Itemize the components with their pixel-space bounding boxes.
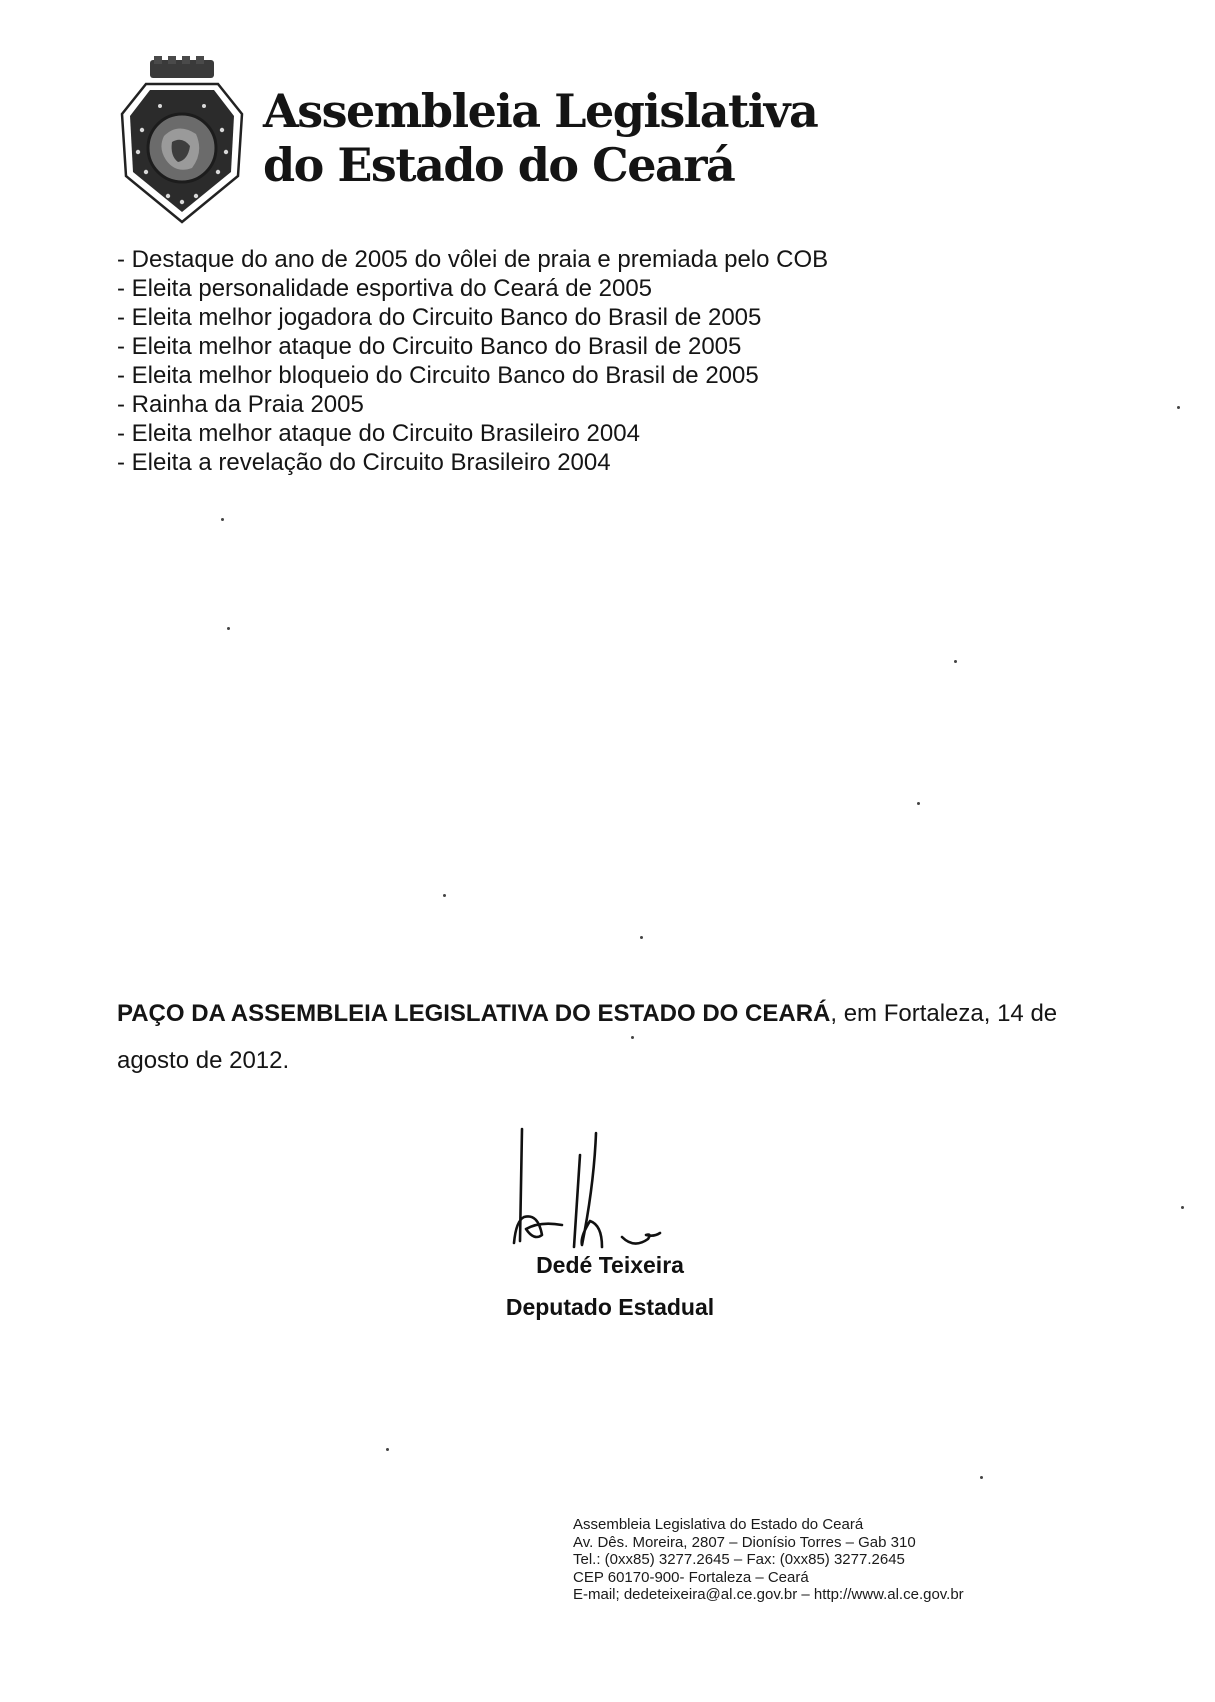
footer-line: Av. Dês. Moreira, 2807 – Dionísio Torres – Gab 310	[573, 1533, 916, 1551]
footer-contact: E-mail; dedeteixeira@al.ce.gov.br – http://www.al.ce.gov.br	[573, 1586, 964, 1603]
list-item: - Rainha da Praia 2005	[117, 391, 364, 418]
scan-speck	[386, 1448, 389, 1451]
institution-name-line1: Assembleia Legislativa	[263, 84, 818, 138]
footer-address	[573, 1516, 964, 1604]
signer-name: Dedé Teixeira	[536, 1252, 684, 1278]
list-item: - Eleita melhor jogadora do Circuito Banco do Brasil de 2005	[117, 304, 762, 331]
institution-name	[263, 84, 817, 192]
scan-speck	[980, 1476, 983, 1479]
achievements-list	[117, 245, 828, 477]
signer-title: Deputado Estadual	[505, 1294, 715, 1320]
institution-name-line2: do Estado do Ceará	[263, 138, 735, 192]
scan-speck	[1177, 406, 1180, 409]
handwritten-signature-icon	[510, 1125, 690, 1250]
list-item: - Eleita personalidade esportiva do Ceará de 2005	[117, 275, 653, 302]
scan-speck	[221, 518, 224, 521]
scan-speck	[1181, 1206, 1184, 1209]
list-item: - Eleita a revelação do Circuito Brasileiro 2004	[117, 449, 611, 476]
scan-speck	[443, 894, 446, 897]
footer-line: Tel.: (0xx85) 3277.2645 – Fax: (0xx85) 3277.2645	[573, 1551, 905, 1568]
list-item: - Eleita melhor bloqueio do Circuito Banco do Brasil de 2005	[117, 362, 759, 389]
list-item: - Eleita melhor ataque do Circuito Banco do Brasil de 2005	[117, 333, 742, 360]
footer-line: CEP 60170-900- Fortaleza – Ceará	[573, 1568, 809, 1586]
scan-speck	[917, 802, 920, 805]
list-item: - Eleita melhor ataque do Circuito Brasileiro 2004	[117, 420, 640, 447]
closing-paragraph	[117, 990, 1117, 1084]
closing-date: , em Fortaleza, 14 de agosto de 2012.	[117, 1000, 1058, 1074]
scan-speck	[631, 1036, 634, 1039]
scan-speck	[954, 660, 957, 663]
scan-speck	[227, 627, 230, 630]
scan-speck	[640, 936, 643, 939]
list-item: - Destaque do ano de 2005 do vôlei de praia e premiada pelo COB	[117, 246, 829, 273]
footer-line: Assembleia Legislativa do Estado do Ceará	[573, 1516, 864, 1533]
closing-location: PAÇO DA ASSEMBLEIA LEGISLATIVA DO ESTADO DO CEARÁ	[117, 1000, 831, 1027]
coat-of-arms-icon	[116, 56, 248, 224]
